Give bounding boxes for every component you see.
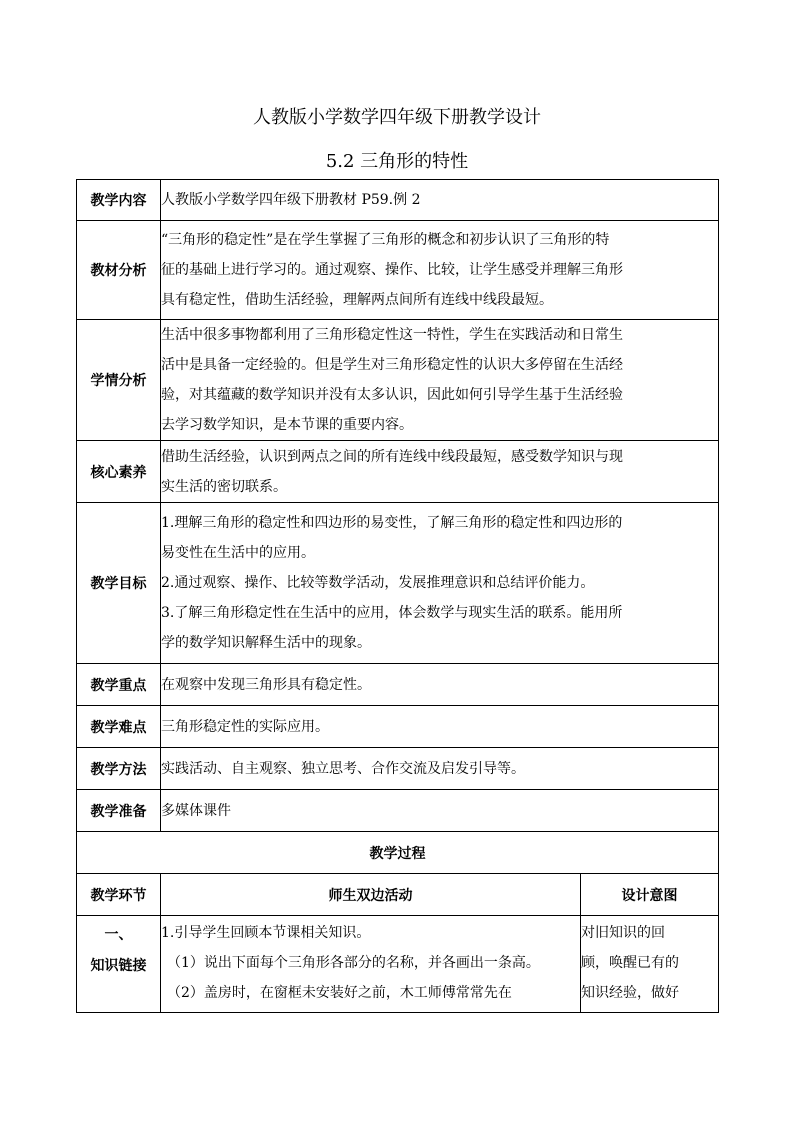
text-line: 3.了解三角形稳定性在生活中的应用，体会数学与现实生活的联系。能用所: [161, 605, 623, 621]
row-preparation: [77, 790, 719, 832]
row-value: [161, 503, 719, 664]
row-teaching-content: [77, 180, 719, 221]
process-heading: 教学过程: [77, 832, 719, 874]
text-line: 1.引导学生回顾本节课相关知识。: [161, 925, 371, 941]
stage-name: [77, 916, 161, 1013]
row-core-literacy: [77, 441, 719, 503]
text-line: 学的数学知识解释生活中的现象。: [161, 635, 371, 651]
column-header-activity: 师生双边活动: [161, 874, 581, 916]
row-material-analysis: [77, 221, 719, 320]
row-label: 学情分析: [77, 320, 161, 441]
text-line: 知识链接: [90, 958, 147, 974]
row-label: 教学重点: [77, 664, 161, 706]
text-line: 对旧知识的回: [581, 925, 665, 941]
row-process-columns: [77, 874, 719, 916]
stage-intent: [581, 916, 719, 1013]
row-student-analysis: [77, 320, 719, 441]
row-value: 实践活动、自主观察、独立思考、合作交流及启发引导等。: [161, 748, 719, 790]
row-value: 三角形稳定性的实际应用。: [161, 706, 719, 748]
text-line: “三角形的稳定性”是在学生掌握了三角形的概念和初步认识了三角形的特: [161, 232, 610, 248]
text-line: 知识经验，做好: [581, 985, 679, 1001]
row-label: 教学方法: [77, 748, 161, 790]
column-header-stage: 教学环节: [77, 874, 161, 916]
text-line: 2.通过观察、操作、比较等数学活动，发展推理意识和总结评价能力。: [161, 575, 595, 591]
text-line: （1）说出下面每个三角形各部分的名称，并各画出一条高。: [167, 955, 540, 971]
row-label: 教学目标: [77, 503, 161, 664]
row-label: 教学内容: [77, 180, 161, 221]
text-line: 具有稳定性，借助生活经验，理解两点间所有连线中线段最短。: [161, 292, 553, 308]
row-value: [161, 441, 719, 503]
text-line: 征的基础上进行学习的。通过观察、操作、比较，让学生感受并理解三角形: [161, 262, 623, 278]
row-teaching-goals: [77, 503, 719, 664]
row-difficulty: [77, 706, 719, 748]
text-line: 借助生活经验，认识到两点之间的所有连线中线段最短，感受数学知识与现: [161, 448, 623, 465]
text-line: （2）盖房时，在窗框未安装好之前，木工师傅常常先在: [167, 985, 512, 1001]
text-line: 1.理解三角形的稳定性和四边形的易变性，了解三角形的稳定性和四边形的: [161, 515, 623, 531]
row-process-heading: [77, 832, 719, 874]
text-line: 验，对其蕴藏的数学知识并没有太多认识，因此如何引导学生基于生活经验: [161, 387, 623, 403]
row-value: 人教版小学数学四年级下册教材 P59.例 2: [161, 180, 719, 221]
lesson-plan-table: [76, 179, 719, 1013]
row-value: [161, 221, 719, 320]
row-label: 教材分析: [77, 221, 161, 320]
text-line: 实生活的密切联系。: [161, 478, 287, 495]
text-line: 活中是具备一定经验的。但是学生对三角形稳定性的认识大多停留在生活经: [161, 357, 623, 373]
row-label: 教学准备: [77, 790, 161, 832]
row-stage-1: [77, 916, 719, 1013]
text-line: 一、: [104, 927, 133, 943]
row-label: 教学难点: [77, 706, 161, 748]
row-key-point: [77, 664, 719, 706]
text-line: 易变性在生活中的应用。: [161, 545, 315, 561]
document-title: 人教版小学数学四年级下册教学设计: [253, 107, 541, 128]
text-line: 去学习数学知识，是本节课的重要内容。: [161, 417, 413, 433]
text-line: 生活中很多事物都利用了三角形稳定性这一特性，学生在实践活动和日常生: [161, 327, 623, 343]
text-line: 顾，唤醒已有的: [581, 955, 679, 971]
row-label: 核心素养: [77, 441, 161, 503]
row-method: [77, 748, 719, 790]
row-value: 多媒体课件: [161, 790, 719, 832]
column-header-intent: 设计意图: [581, 874, 719, 916]
row-value: 在观察中发现三角形具有稳定性。: [161, 664, 719, 706]
stage-activity: [161, 916, 581, 1013]
lesson-subtitle: 5.2 三角形的特性: [325, 151, 469, 172]
row-value: [161, 320, 719, 441]
